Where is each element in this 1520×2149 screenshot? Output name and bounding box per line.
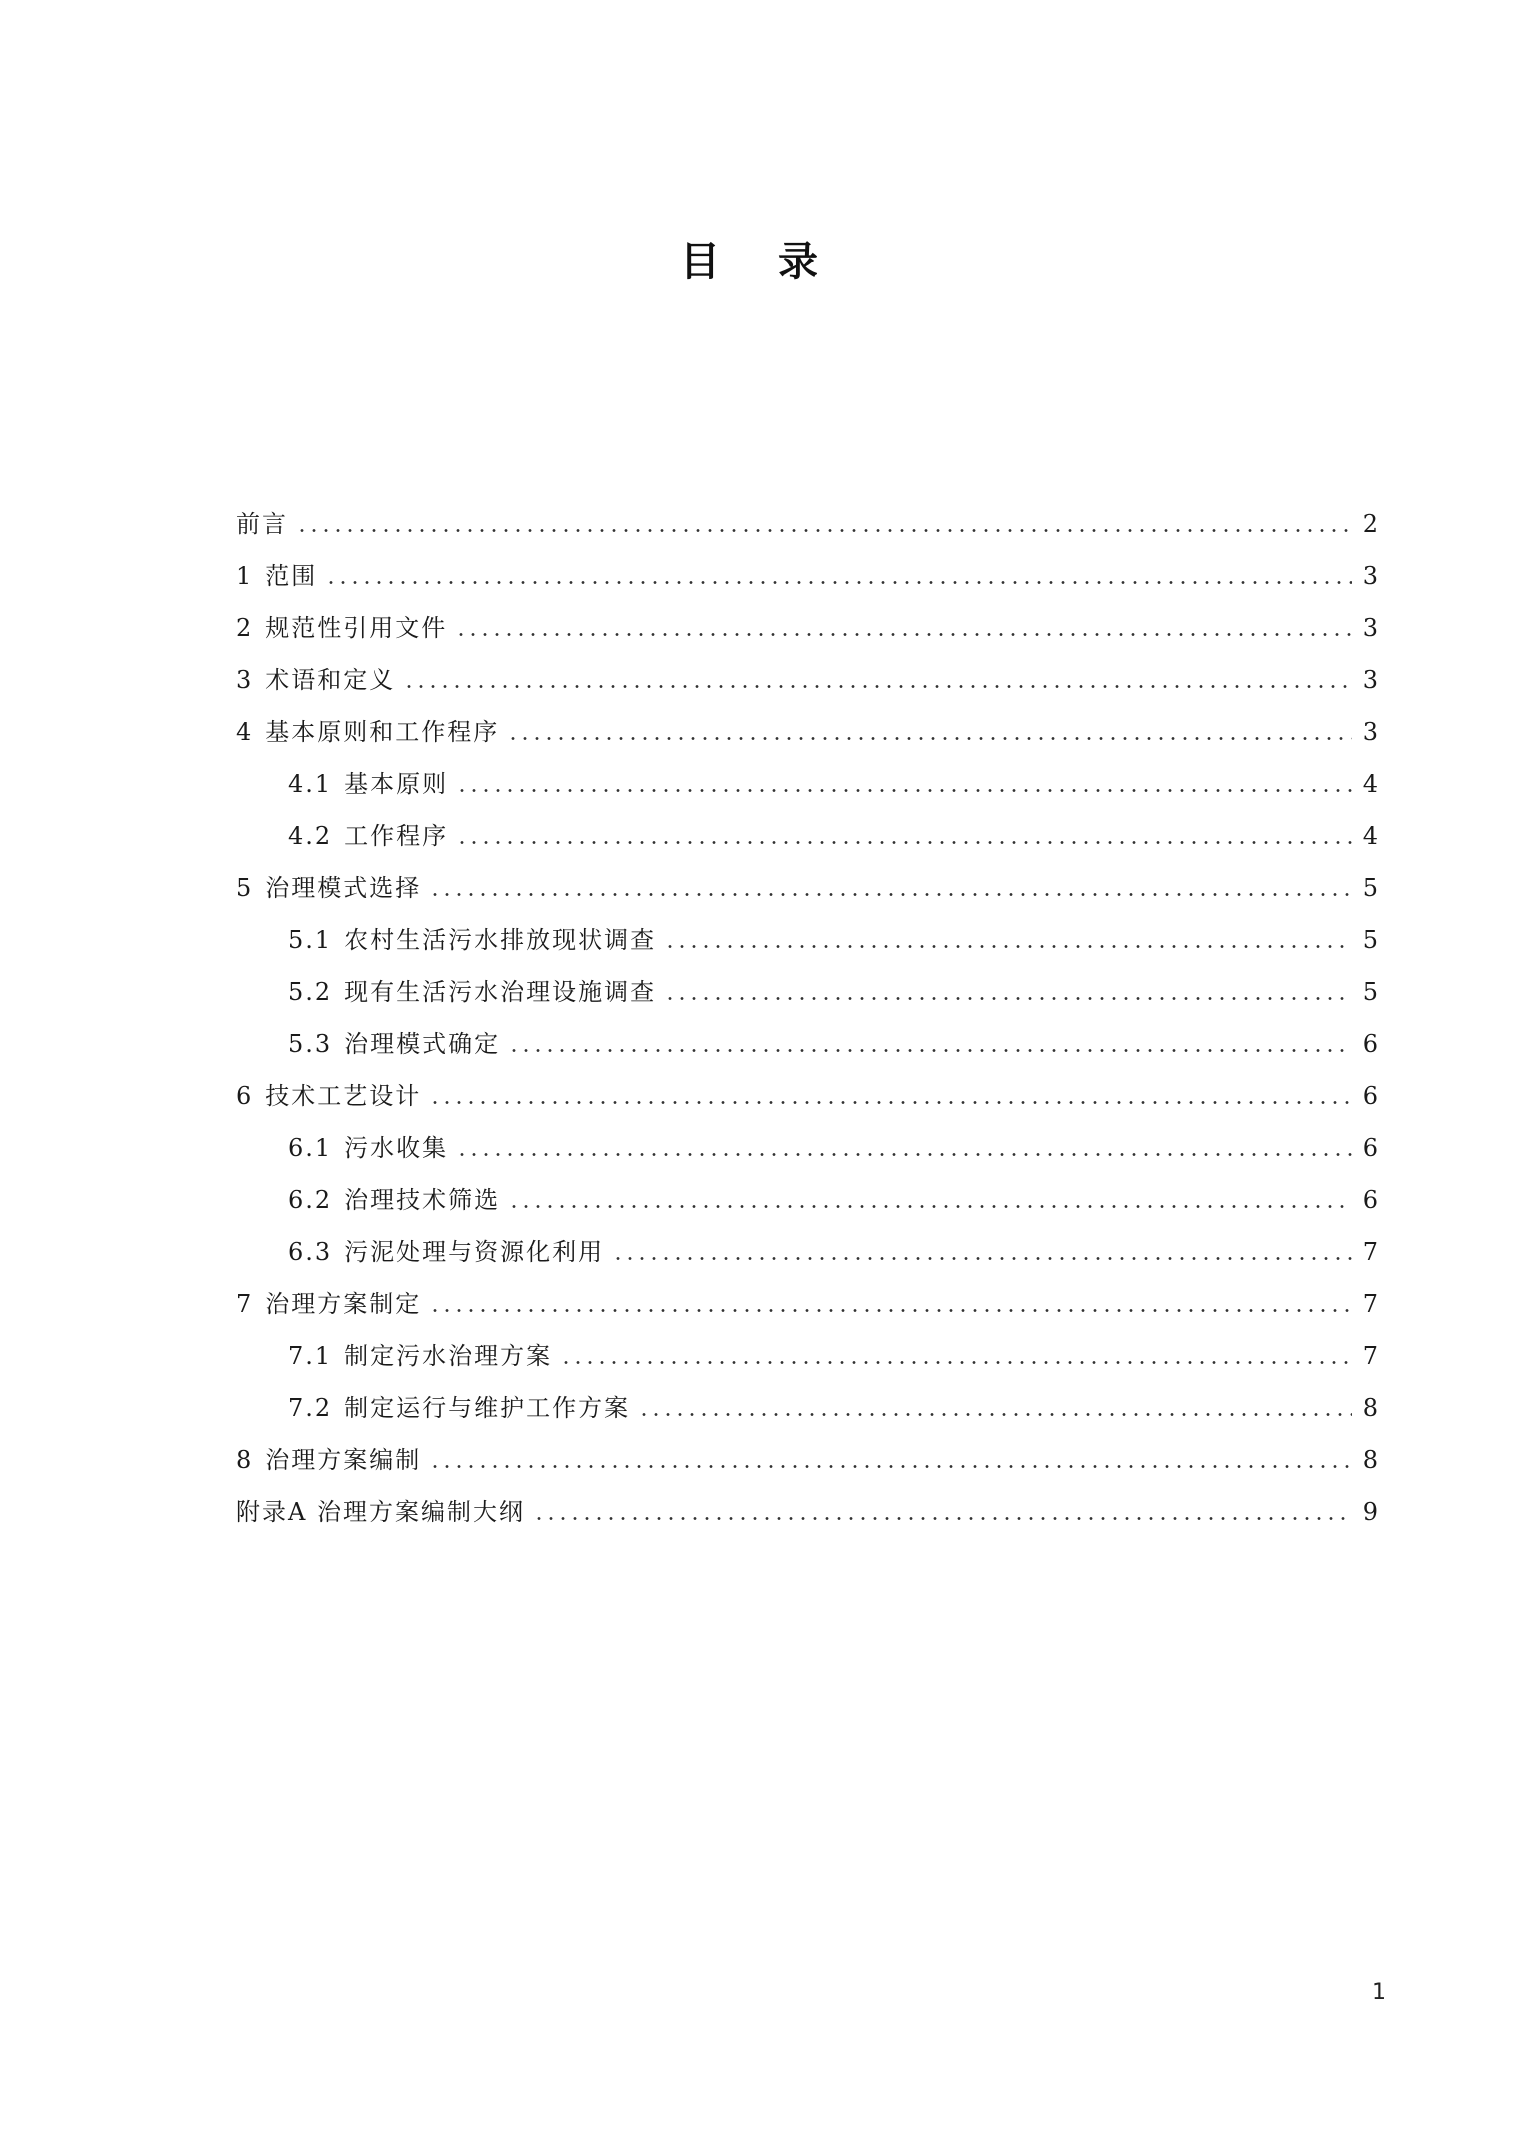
toc-entry[interactable] bbox=[236, 498, 1378, 550]
toc-entry-page: 5 bbox=[1362, 926, 1378, 954]
page-number: 1 bbox=[1372, 1980, 1386, 2005]
toc-entry-text: 治理模式选择 bbox=[265, 874, 422, 902]
toc-entry-label bbox=[236, 1434, 421, 1486]
toc-entry[interactable] bbox=[236, 550, 1378, 602]
toc-entry-page: 5 bbox=[1362, 874, 1378, 902]
toc-entry-label bbox=[288, 1018, 500, 1070]
toc-entry[interactable] bbox=[236, 1434, 1378, 1486]
toc-entry-page: 2 bbox=[1362, 510, 1378, 538]
toc-entry-page: 3 bbox=[1362, 562, 1378, 590]
toc-entry-label bbox=[288, 758, 448, 810]
dot-leader bbox=[508, 1049, 1352, 1052]
toc-entry-text: 工作程序 bbox=[344, 822, 449, 850]
toc-entry-page: 3 bbox=[1362, 718, 1378, 746]
toc-entry-page: 6 bbox=[1362, 1030, 1378, 1058]
toc-entry[interactable] bbox=[236, 862, 1378, 914]
toc-entry-label bbox=[288, 1226, 604, 1278]
toc-entry-number: 6 bbox=[236, 1082, 254, 1110]
toc-entry-label bbox=[236, 1278, 421, 1330]
toc-entry-page: 3 bbox=[1362, 666, 1378, 694]
toc-entry[interactable] bbox=[236, 1070, 1378, 1122]
toc-entry-text: 农村生活污水排放现状调查 bbox=[344, 926, 657, 954]
toc-entry-page: 4 bbox=[1362, 770, 1378, 798]
dot-leader bbox=[507, 737, 1352, 740]
toc-entry-text: 治理模式确定 bbox=[344, 1030, 501, 1058]
toc-entry-label bbox=[236, 602, 447, 654]
dot-leader bbox=[664, 945, 1352, 948]
toc-entry-text: 规范性引用文件 bbox=[265, 614, 448, 642]
toc-entry-label bbox=[288, 1382, 630, 1434]
toc-entry-number: 7.1 bbox=[288, 1342, 333, 1370]
toc-entry-text: 制定运行与维护工作方案 bbox=[344, 1394, 631, 1422]
toc-entry-page: 6 bbox=[1362, 1134, 1378, 1162]
dot-leader bbox=[508, 1205, 1352, 1208]
toc-entry-number: 6.2 bbox=[288, 1186, 333, 1214]
dot-leader bbox=[533, 1517, 1352, 1520]
toc-entry-label bbox=[236, 1070, 421, 1122]
toc-entry-text: 现有生活污水治理设施调查 bbox=[344, 978, 657, 1006]
table-of-contents bbox=[236, 498, 1378, 1538]
toc-entry-label bbox=[236, 498, 288, 550]
dot-leader bbox=[455, 633, 1352, 636]
toc-entry-text: 污水收集 bbox=[344, 1134, 449, 1162]
toc-entry-text: 附录A 治理方案编制大纲 bbox=[236, 1498, 525, 1526]
toc-entry-number: 3 bbox=[236, 666, 254, 694]
toc-entry-number: 5.2 bbox=[288, 978, 333, 1006]
toc-entry-label bbox=[236, 654, 395, 706]
toc-entry-number: 2 bbox=[236, 614, 254, 642]
toc-entry-label bbox=[288, 914, 656, 966]
toc-entry-text: 基本原则和工作程序 bbox=[265, 718, 500, 746]
toc-entry-number: 5.3 bbox=[288, 1030, 333, 1058]
toc-entry[interactable] bbox=[236, 1486, 1378, 1538]
toc-entry-text: 基本原则 bbox=[344, 770, 449, 798]
dot-leader bbox=[429, 1309, 1352, 1312]
dot-leader bbox=[612, 1257, 1352, 1260]
toc-entry-label bbox=[236, 550, 317, 602]
toc-entry[interactable] bbox=[236, 914, 1378, 966]
toc-entry[interactable] bbox=[236, 1278, 1378, 1330]
dot-leader bbox=[403, 685, 1352, 688]
toc-entry-text: 技术工艺设计 bbox=[265, 1082, 422, 1110]
dot-leader bbox=[325, 581, 1352, 584]
toc-entry-number: 4 bbox=[236, 718, 254, 746]
toc-entry[interactable] bbox=[236, 654, 1378, 706]
dot-leader bbox=[664, 997, 1352, 1000]
toc-entry-number: 8 bbox=[236, 1446, 254, 1474]
toc-entry-number: 5.1 bbox=[288, 926, 333, 954]
toc-entry-label bbox=[236, 1486, 525, 1538]
toc-entry[interactable] bbox=[236, 1122, 1378, 1174]
toc-entry-label bbox=[288, 1122, 448, 1174]
dot-leader bbox=[429, 1101, 1352, 1104]
toc-entry-page: 7 bbox=[1362, 1238, 1378, 1266]
toc-entry-text: 制定污水治理方案 bbox=[344, 1342, 553, 1370]
toc-entry-number: 6.3 bbox=[288, 1238, 333, 1266]
toc-entry-text: 术语和定义 bbox=[265, 666, 396, 694]
toc-entry-page: 7 bbox=[1362, 1290, 1378, 1318]
toc-entry-text: 范围 bbox=[265, 562, 318, 590]
toc-entry-label bbox=[288, 1174, 500, 1226]
toc-entry-page: 6 bbox=[1362, 1186, 1378, 1214]
dot-leader bbox=[560, 1361, 1352, 1364]
dot-leader bbox=[456, 789, 1352, 792]
dot-leader bbox=[456, 841, 1352, 844]
toc-entry-page: 8 bbox=[1362, 1394, 1378, 1422]
toc-entry[interactable] bbox=[236, 810, 1378, 862]
dot-leader bbox=[296, 529, 1352, 532]
toc-entry-label bbox=[288, 1330, 552, 1382]
toc-entry-page: 5 bbox=[1362, 978, 1378, 1006]
toc-entry-number: 4.2 bbox=[288, 822, 333, 850]
toc-entry-label bbox=[288, 966, 656, 1018]
toc-entry-text: 前言 bbox=[236, 510, 288, 538]
toc-entry[interactable] bbox=[236, 1226, 1378, 1278]
toc-entry-label bbox=[288, 810, 448, 862]
dot-leader bbox=[638, 1413, 1352, 1416]
toc-entry-text: 污泥处理与资源化利用 bbox=[344, 1238, 605, 1266]
toc-entry-text: 治理方案制定 bbox=[265, 1290, 422, 1318]
toc-entry[interactable] bbox=[236, 1174, 1378, 1226]
toc-entry-page: 6 bbox=[1362, 1082, 1378, 1110]
toc-entry-number: 4.1 bbox=[288, 770, 333, 798]
toc-entry-page: 3 bbox=[1362, 614, 1378, 642]
toc-entry-number: 7.2 bbox=[288, 1394, 333, 1422]
toc-entry[interactable] bbox=[236, 1330, 1378, 1382]
toc-entry-page: 4 bbox=[1362, 822, 1378, 850]
dot-leader bbox=[456, 1153, 1352, 1156]
toc-entry-text: 治理方案编制 bbox=[265, 1446, 422, 1474]
dot-leader bbox=[429, 1465, 1352, 1468]
toc-entry[interactable] bbox=[236, 758, 1378, 810]
toc-entry-page: 8 bbox=[1362, 1446, 1378, 1474]
toc-entry-page: 7 bbox=[1362, 1342, 1378, 1370]
toc-entry[interactable] bbox=[236, 966, 1378, 1018]
toc-entry[interactable] bbox=[236, 602, 1378, 654]
toc-title: 目 录 bbox=[680, 239, 840, 285]
toc-entry[interactable] bbox=[236, 706, 1378, 758]
toc-entry-number: 6.1 bbox=[288, 1134, 333, 1162]
toc-entry-number: 5 bbox=[236, 874, 254, 902]
toc-entry[interactable] bbox=[236, 1018, 1378, 1070]
toc-entry-number: 1 bbox=[236, 562, 254, 590]
toc-entry-label bbox=[236, 862, 421, 914]
dot-leader bbox=[429, 893, 1352, 896]
toc-entry-number: 7 bbox=[236, 1290, 254, 1318]
toc-entry-page: 9 bbox=[1362, 1498, 1378, 1526]
toc-entry[interactable] bbox=[236, 1382, 1378, 1434]
toc-entry-text: 治理技术筛选 bbox=[344, 1186, 501, 1214]
toc-entry-label bbox=[236, 706, 499, 758]
